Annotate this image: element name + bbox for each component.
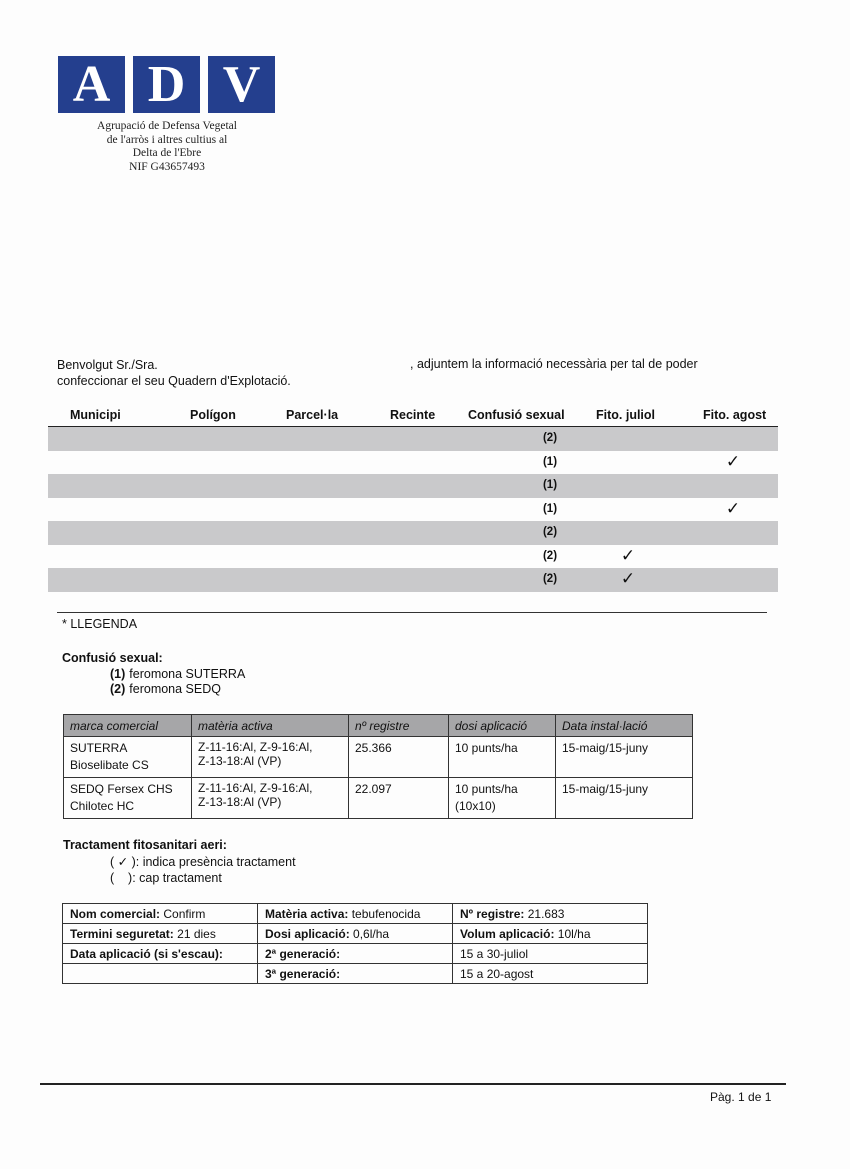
adv-logo — [58, 56, 276, 174]
table-row — [48, 545, 778, 569]
fito-cell — [63, 904, 258, 924]
logo-line-2: de l'arròs i altres cultius al — [106, 133, 228, 146]
greeting-salutation: Benvolgut Sr./Sra. — [57, 358, 158, 372]
col-confusio-sexual: Confusió sexual — [468, 408, 565, 422]
fito-cell — [258, 944, 453, 964]
parcel-table-header — [48, 408, 778, 427]
col-recinte: Recinte — [390, 408, 436, 422]
logo-letter-a: A — [58, 56, 125, 113]
header-materia: matèria activa — [192, 715, 349, 737]
list-item: ( ✓ ): indica presència tractament — [110, 855, 296, 869]
table-row — [48, 498, 778, 522]
fito-cell — [453, 924, 648, 944]
fito-cell — [63, 964, 258, 984]
table-row — [48, 427, 778, 451]
fito-label: 3ª generació: — [265, 966, 341, 981]
greeting-line-2: confeccionar el seu Quadern d'Explotació. — [57, 374, 291, 388]
fito-label: Nom comercial: — [70, 906, 161, 921]
legend-num: (1) — [110, 667, 126, 681]
table-row — [48, 568, 778, 592]
fito-label: Data aplicació (si s'escau): — [70, 946, 223, 961]
confusio-sexual-title: Confusió sexual: — [62, 651, 163, 665]
fito-table — [62, 903, 648, 984]
table-row — [64, 737, 693, 778]
confusio-cell: (2) — [542, 432, 558, 444]
legend-num: (2) — [110, 682, 126, 696]
table-row — [48, 521, 778, 545]
table-row — [48, 474, 778, 498]
logo-caption — [58, 120, 276, 174]
materia-line: Z-13-18:Al (VP) — [198, 754, 282, 768]
list-item — [110, 667, 245, 682]
fito-value: 21.683 — [524, 906, 565, 921]
confusio-cell: (1) — [542, 455, 558, 468]
dosi-line: 10 punts/ha — [455, 741, 518, 755]
logo-letter-d: D — [133, 56, 200, 113]
confusio-cell: (2) — [542, 549, 558, 562]
list-item: ( ): cap tractament — [110, 871, 222, 885]
logo-letter-v: V — [208, 56, 275, 113]
marca-line: SEDQ Fersex CHS — [70, 782, 173, 796]
fito-value: 15 a 30-juliol — [460, 946, 529, 961]
table-row — [63, 904, 648, 924]
fito-cell — [258, 964, 453, 984]
confusio-cell: (1) — [542, 502, 558, 515]
marca-line: Bioselibate CS — [70, 758, 149, 772]
materia-cell — [192, 778, 349, 819]
logo-line-1: Agrupació de Defensa Vegetal — [97, 120, 237, 132]
col-municipi: Municipi — [70, 408, 121, 422]
logo-letters — [58, 56, 276, 113]
fito-label: Volum aplicació: — [460, 926, 555, 941]
fito-label: 2ª generació: — [265, 946, 341, 961]
fito-value: 15 a 20-agost — [460, 966, 534, 981]
col-fito-juliol: Fito. juliol — [596, 408, 656, 422]
materia-cell — [192, 737, 349, 778]
check-icon: ✓ — [725, 498, 741, 518]
table-row — [63, 944, 648, 964]
marca-line: Chilotec HC — [70, 799, 135, 813]
registre-cell: 25.366 — [349, 737, 449, 778]
fito-value: Confirm — [160, 906, 206, 921]
fito-cell — [258, 904, 453, 924]
confusio-cell: (2) — [542, 573, 558, 585]
header-dosi: dosi aplicació — [449, 715, 556, 737]
dosi-cell — [449, 778, 556, 819]
confusio-cell: (1) — [542, 479, 558, 491]
fito-cell — [63, 924, 258, 944]
pheromone-table — [63, 714, 693, 819]
check-icon: ✓ — [620, 569, 636, 588]
data-cell: 15-maig/15-juny — [556, 737, 693, 778]
header-marca: marca comercial — [64, 715, 192, 737]
fito-value: 21 dies — [173, 926, 216, 941]
fito-label: Nº registre: — [460, 906, 525, 921]
materia-line: Z-11-16:Al, Z-9-16:Al, — [198, 781, 313, 795]
legend-title: * LLEGENDA — [62, 617, 138, 631]
pheromone-table-header — [64, 715, 693, 737]
fito-title: Tractament fitosanitari aeri: — [63, 838, 227, 852]
legend-text: feromona SEDQ — [129, 682, 221, 696]
materia-line: Z-11-16:Al, Z-9-16:Al, — [198, 740, 313, 754]
fito-cell — [453, 904, 648, 924]
greeting-text — [57, 357, 291, 389]
parcel-table — [48, 408, 778, 592]
header-data: Data instal·lació — [556, 715, 693, 737]
fito-label: Matèria activa: — [265, 906, 349, 921]
list-item — [110, 682, 245, 697]
header-registre: nº registre — [349, 715, 449, 737]
table-row — [64, 778, 693, 819]
col-fito-agost: Fito. agost — [703, 408, 767, 422]
fito-value: 10l/ha — [554, 926, 591, 941]
greeting-continuation: , adjuntem la informació necessària per tal de poder — [410, 357, 698, 371]
fito-cell — [453, 964, 648, 984]
confusio-legend-list — [110, 667, 245, 697]
fito-label: Dosi aplicació: — [265, 926, 350, 941]
fito-cell — [63, 944, 258, 964]
registre-cell: 22.097 — [349, 778, 449, 819]
confusio-cell: (2) — [542, 526, 558, 538]
dosi-cell — [449, 737, 556, 778]
marca-cell — [64, 778, 192, 819]
materia-line: Z-13-18:Al (VP) — [198, 795, 282, 809]
logo-nif: NIF G43657493 — [129, 160, 205, 173]
fito-legend-list — [110, 854, 296, 886]
col-parcella: Parcel·la — [286, 408, 339, 422]
logo-line-3: Delta de l'Ebre — [132, 147, 202, 159]
fito-cell — [258, 924, 453, 944]
fito-label: Termini seguretat: — [70, 926, 174, 941]
data-cell: 15-maig/15-juny — [556, 778, 693, 819]
table-row — [63, 964, 648, 984]
page-number: Pàg. 1 de 1 — [710, 1090, 772, 1104]
footer-divider — [40, 1083, 786, 1085]
table-row — [48, 451, 778, 475]
marca-cell — [64, 737, 192, 778]
table-row — [63, 924, 648, 944]
marca-line: SUTERRA — [70, 741, 128, 755]
fito-cell — [453, 944, 648, 964]
divider — [57, 612, 767, 613]
check-icon: ✓ — [620, 545, 636, 565]
legend-text: feromona SUTERRA — [129, 667, 246, 681]
col-poligon: Polígon — [190, 408, 236, 422]
fito-value: tebufenocida — [348, 906, 421, 921]
fito-value: 0,6l/ha — [349, 926, 390, 941]
dosi-line: 10 punts/ha — [455, 782, 518, 796]
check-icon: ✓ — [725, 451, 741, 471]
dosi-line: (10x10) — [455, 799, 496, 813]
